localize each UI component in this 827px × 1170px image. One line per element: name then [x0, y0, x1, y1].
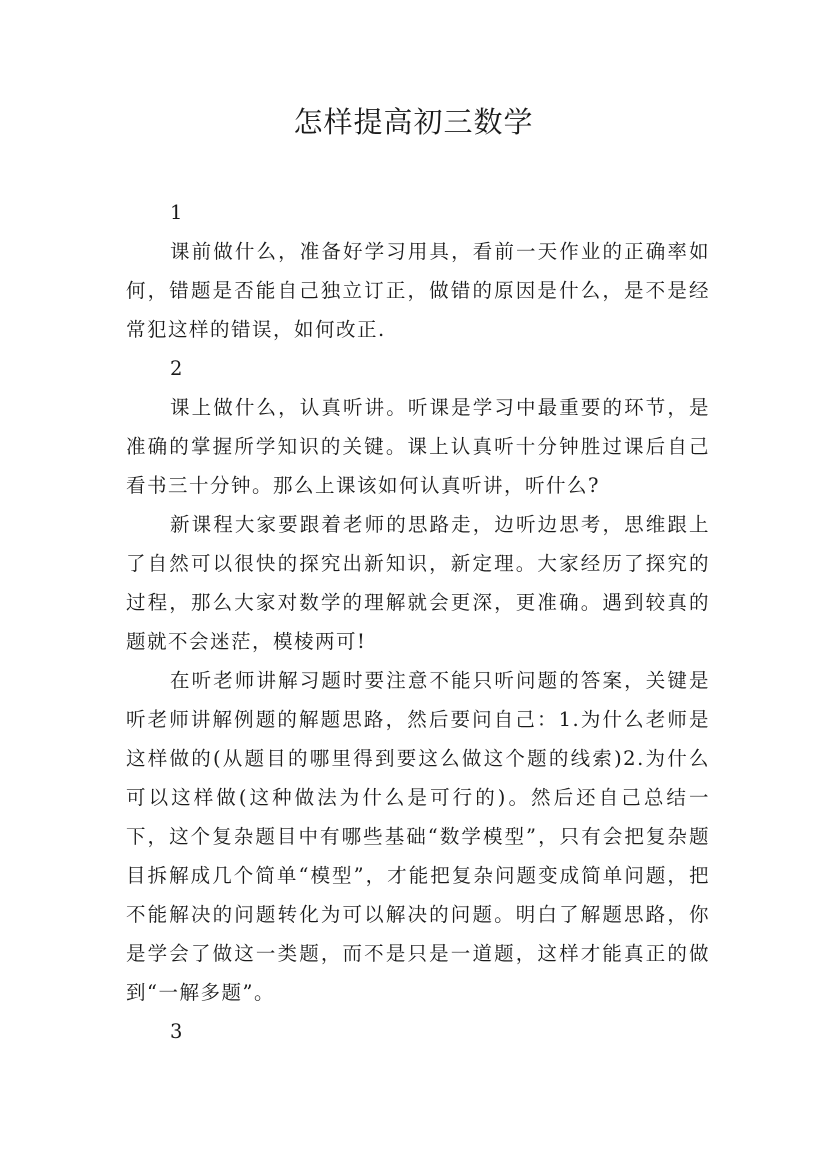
paragraph-pre-class: 课前做什么，准备好学习用具，看前一天作业的正确率如何，错题是否能自己独立订正，做错的原因是什么，是不是经常犯这样的错误，如何改正.: [126, 240, 710, 341]
paragraph-solving-ideas: 在听老师讲解习题时要注意不能只听问题的答案，关键是听老师讲解例题的解题思路，然后要问自己：1.为什么老师是这样做的(从题目的哪里得到要这么做这个题的线索)2.为什么可以这样做(这种做法为什么是可行的)。然后还自己总结一下，这个复杂题目中有哪些基础“数学模型”，只有会把复杂题目拆解成几个简单“模型”，才能把复杂问题变成简单问题，把不能解决的问题转化为可以解决的问题。明白了解题思路，你是学会了做这一类题，而不是只是一道题，这样才能真正的做到“一解多题”。: [126, 669, 710, 1004]
paragraph-in-class: 课上做什么，认真听讲。听课是学习中最重要的环节，是准确的掌握所学知识的关键。课上认真听十分钟胜过课后自己看书三十分钟。那么上课该如何认真听讲，听什么?: [126, 396, 710, 497]
document-body: [126, 193, 710, 1051]
paragraph-new-lessons: 新课程大家要跟着老师的思路走，边听边思考，思维跟上了自然可以很快的探究出新知识，新定理。大家经历了探究的过程，那么大家对数学的理解就会更深，更准确。遇到较真的题就不会迷茫，模棱两可!: [126, 513, 710, 653]
section-number-3: 3: [170, 1020, 184, 1043]
section-number-1: 1: [170, 201, 184, 224]
section-number-2: 2: [170, 357, 184, 380]
document-title: 怎样提高初三数学: [293, 105, 534, 139]
